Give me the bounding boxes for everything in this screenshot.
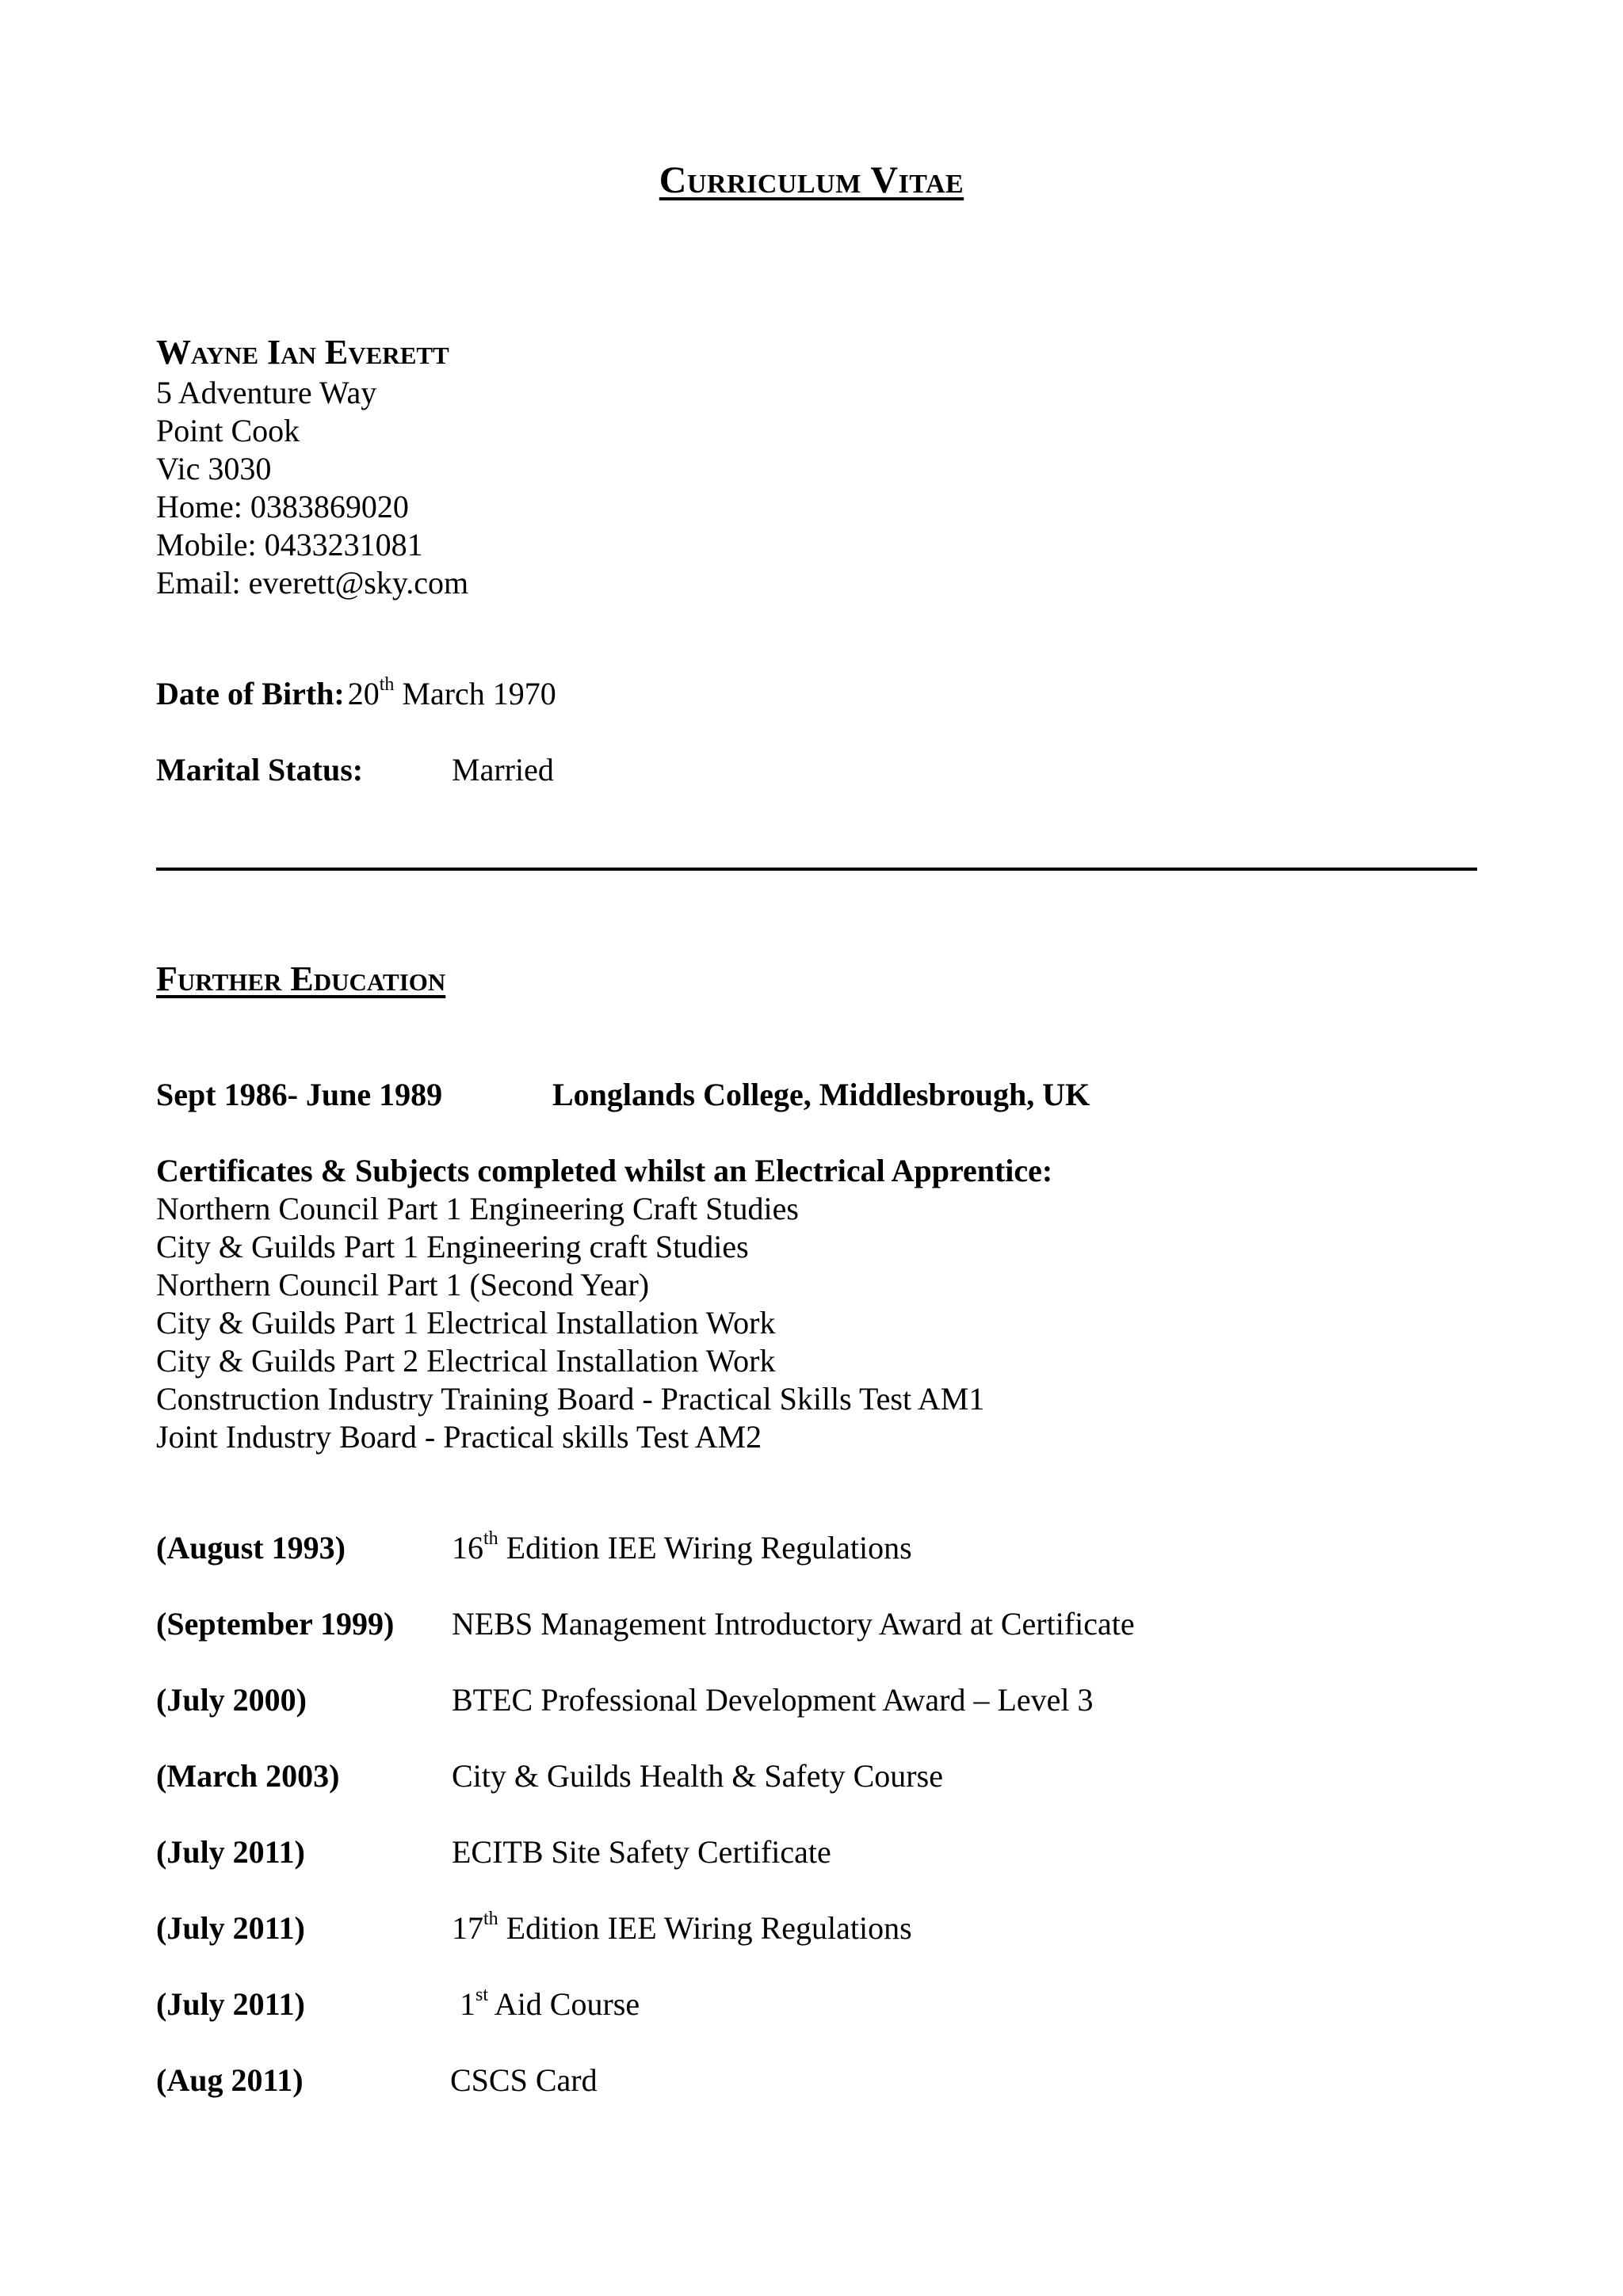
home-phone: Home: 0383869020 xyxy=(156,489,409,524)
contact-details xyxy=(156,374,468,602)
marital-status-row xyxy=(156,751,554,789)
qualification-list xyxy=(156,1529,1503,2138)
further-education-heading: Further Education xyxy=(156,959,446,998)
ordinal-suffix: th xyxy=(483,1908,498,1929)
qualification-date: (September 1999) xyxy=(156,1606,395,1642)
certificate-item: City & Guilds Part 1 Electrical Installation Work xyxy=(156,1305,776,1341)
qualification-text-rest: Aid Course xyxy=(488,1986,640,2022)
email-address: Email: everett@sky.com xyxy=(156,565,469,601)
qualification-description xyxy=(452,1833,831,1871)
certificate-item: Northern Council Part 1 (Second Year) xyxy=(156,1267,650,1302)
dob-day: 20 xyxy=(347,676,380,711)
qualification-text: 17 xyxy=(452,1910,483,1946)
section-divider xyxy=(156,868,1477,871)
qualification-date: (July 2000) xyxy=(156,1682,307,1718)
qualification-text: CSCS Card xyxy=(450,2062,598,2098)
education-period: Sept 1986- June 1989 xyxy=(156,1077,443,1112)
qualification-date: (March 2003) xyxy=(156,1758,340,1794)
college-name: Longlands College, Middlesbrough, UK xyxy=(552,1077,1090,1112)
date-of-birth-row xyxy=(156,675,556,713)
qualification-description xyxy=(452,1529,912,1567)
qualification-row xyxy=(156,1681,1503,1757)
qualification-row xyxy=(156,1757,1503,1833)
qualification-row xyxy=(156,1833,1503,1909)
qualification-date: (July 2011) xyxy=(156,1910,305,1946)
marital-status-value: Married xyxy=(452,752,554,788)
date-of-birth-value xyxy=(347,673,556,711)
qualification-description xyxy=(452,1681,1094,1719)
qualification-row xyxy=(156,1529,1503,1605)
qualification-date: (July 2011) xyxy=(156,1986,305,2022)
dob-day-suffix: th xyxy=(379,673,395,695)
address-line-suburb: Point Cook xyxy=(156,413,300,448)
qualification-text: NEBS Management Introductory Award at Certificate xyxy=(452,1606,1135,1642)
ordinal-suffix: st xyxy=(475,1984,489,2005)
mobile-phone: Mobile: 0433231081 xyxy=(156,527,423,563)
qualification-text-rest: Edition IEE Wiring Regulations xyxy=(498,1530,912,1566)
qualification-date: (July 2011) xyxy=(156,1834,305,1870)
certificate-item: Joint Industry Board - Practical skills Test AM2 xyxy=(156,1419,762,1455)
qualification-text-rest: Edition IEE Wiring Regulations xyxy=(498,1910,912,1946)
marital-status-label: Marital Status: xyxy=(156,752,364,788)
qualification-text: 1 xyxy=(452,1986,475,2022)
qualification-description xyxy=(452,1909,912,1947)
dob-month-year: March 1970 xyxy=(394,676,556,711)
qualification-row xyxy=(156,2061,1503,2138)
document-title: Curriculum Vitae xyxy=(659,159,964,201)
certificate-list xyxy=(156,1190,984,1456)
college-row xyxy=(156,1076,1090,1114)
address-line-street: 5 Adventure Way xyxy=(156,375,377,410)
qualification-row xyxy=(156,1985,1503,2061)
qualification-row xyxy=(156,1605,1503,1681)
qualification-date: (August 1993) xyxy=(156,1530,346,1566)
qualification-text: ECITB Site Safety Certificate xyxy=(452,1834,831,1870)
certificate-item: City & Guilds Part 2 Electrical Installation Work xyxy=(156,1343,776,1379)
qualification-description xyxy=(452,1605,1135,1643)
qualification-description xyxy=(452,1757,943,1795)
certificate-item: Construction Industry Training Board - Practical Skills Test AM1 xyxy=(156,1381,985,1417)
qualification-date: (Aug 2011) xyxy=(156,2062,304,2098)
qualification-text: 16 xyxy=(452,1530,483,1566)
certificate-item: City & Guilds Part 1 Engineering craft Studies xyxy=(156,1229,749,1264)
ordinal-suffix: th xyxy=(483,1527,498,1549)
qualification-text: City & Guilds Health & Safety Course xyxy=(452,1758,943,1794)
certificate-item: Northern Council Part 1 Engineering Craft Studies xyxy=(156,1191,799,1226)
qualification-row xyxy=(156,1909,1503,1985)
person-name: Wayne Ian Everett xyxy=(156,333,449,372)
date-of-birth-label: Date of Birth: xyxy=(156,676,345,711)
address-line-state: Vic 3030 xyxy=(156,451,272,486)
qualification-text: BTEC Professional Development Award – Level 3 xyxy=(452,1682,1094,1718)
qualification-description xyxy=(450,2061,598,2100)
qualification-description xyxy=(452,1985,640,2023)
certificates-heading: Certificates & Subjects completed whilst an Electrical Apprentice: xyxy=(156,1153,1053,1188)
